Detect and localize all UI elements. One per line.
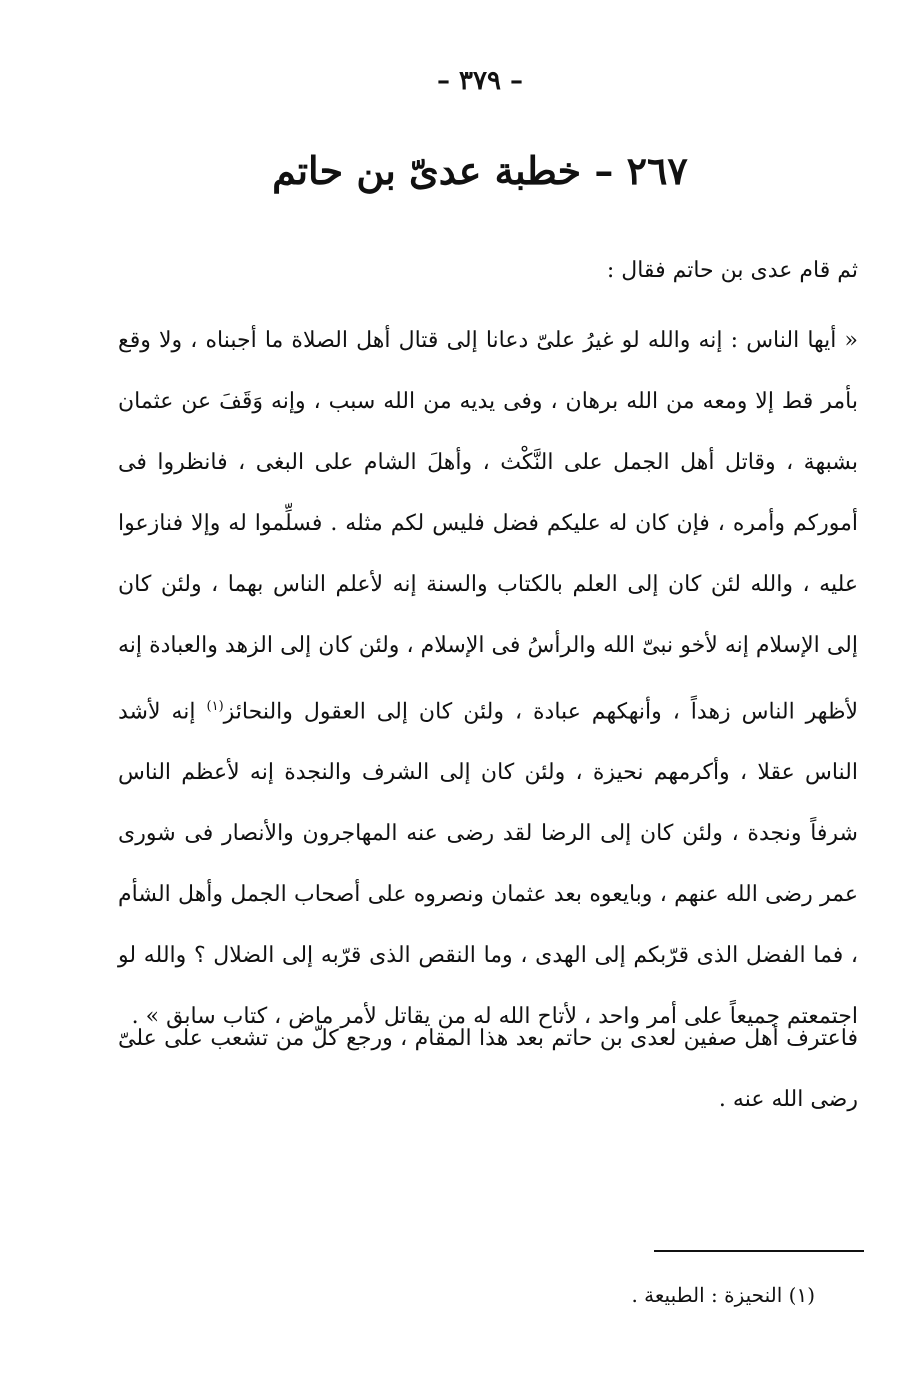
- speech-text-part2: إنه لأشد الناس عقلا ، وأكرمهم نحيزة ، ولئن كان إلى الشرف والنجدة إنه لأعظم الناس شرفاً ونجدة ، ولئن كان إلى الرضا لقد رضى عنه المهاجرون والأنصار فى شورى عمر رضى الله عنهم ، وبايعوه بعد عثمان ونصروه على أصحاب الجمل وأهل الشأم ، فما الفضل الذى قرّبكم إلى الهدى ، وما النقص الذى قرّبه إلى الضلال ؟ والله لو اجتمعتم جميعاً على أمر واحد ، لأتاح الله له من يقاتل لأمر ماض ، كتاب سابق » .: [118, 699, 858, 1030]
- closing-paragraph: فاعترف أهل صفين لعدى بن حاتم بعد هذا المقام ، ورجع كلّ من تشعب على علىّ رضى الله عنه .: [118, 1026, 859, 1112]
- section-heading: ٢٦٧ – خطبة عدىّ بن حاتم: [272, 148, 688, 193]
- speech-paragraph: [118, 310, 858, 1047]
- footnote-marker: (١): [206, 699, 224, 714]
- speech-text-part1: « أيها الناس : إنه والله لو غيرُ علىّ دعانا إلى قتال أهل الصلاة ما أجبناه ، ولا وقع بأمر قط إلا ومعه من الله برهان ، وفى يديه من الله سبب ، وإنه وَقَفَ عن عثمان بشبهة ، وقاتل أهل الجمل على النَّكْث ، وأهلَ الشام على البغى ، فانظروا فى أموركم وأمره ، فإن كان له عليكم فضل فليس لكم مثله . فسلِّموا له وإلا فنازعوا عليه ، والله لئن كان إلى العلم بالكتاب والسنة إنه لأعلم الناس بهما ، ولئن كان إلى الإسلام إنه لأخو نبىّ الله والرأسُ فى الإسلام ، ولئن كان إلى الزهد والعبادة إنه لأظهر الناس زهداً ، وأنهكهم عبادة ، ولئن كان إلى العقول والنحائز: [118, 328, 858, 725]
- intro-paragraph: ثم قام عدى بن حاتم فقال :: [606, 258, 858, 283]
- footnote-divider: [654, 1250, 864, 1252]
- footnote: (١) النحيزة : الطبيعة .: [631, 1283, 815, 1307]
- page-number: – ٣٧٩ –: [436, 66, 524, 96]
